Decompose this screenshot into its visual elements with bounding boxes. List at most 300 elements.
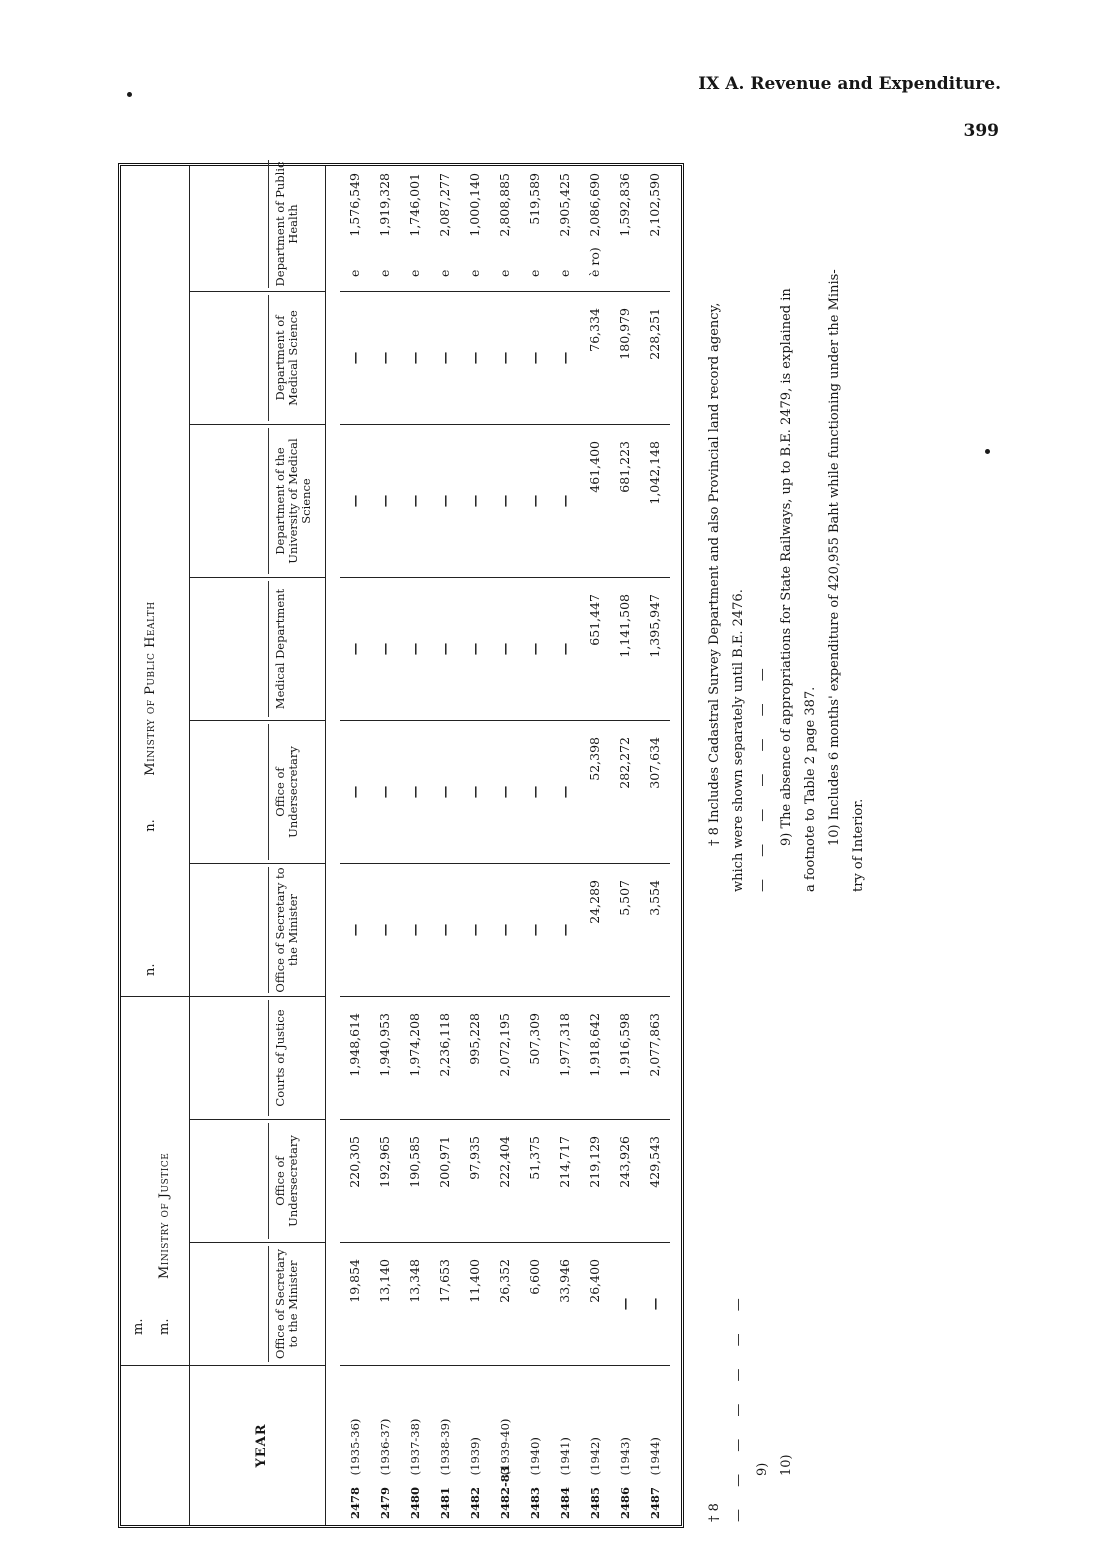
table-cell xyxy=(610,996,640,1119)
cell-value: — xyxy=(347,785,362,799)
footnotes-english xyxy=(704,172,872,892)
footnote-marker: 9) xyxy=(779,832,794,846)
table-cell xyxy=(490,863,520,996)
cell-value: 2,808,885 xyxy=(497,173,512,237)
table-cell xyxy=(460,1119,490,1242)
gregorian-year: (1940) xyxy=(528,1437,542,1476)
cell-value: — xyxy=(377,642,392,656)
table-cell xyxy=(490,424,520,577)
cell-value: 681,223 xyxy=(617,441,632,493)
column-header xyxy=(190,577,325,720)
table-cell xyxy=(550,577,580,720)
table-cell xyxy=(580,720,610,863)
table-cell xyxy=(490,720,520,863)
table-row xyxy=(400,166,430,1525)
table-cell xyxy=(610,863,640,996)
table-cell xyxy=(430,424,460,577)
cell-value: 1,948,614 xyxy=(347,1013,362,1077)
buddhist-era-year: 2486 xyxy=(618,1486,632,1519)
gregorian-year: (1939) xyxy=(468,1437,482,1476)
table-row xyxy=(610,166,640,1525)
cell-value: 1,000,140 xyxy=(467,173,482,237)
table-cell xyxy=(370,291,400,424)
footnote-divider: — — — — — — — xyxy=(755,659,770,892)
cell-value: — xyxy=(467,785,482,799)
footnote-text: Includes 6 months' expenditure of 420,955 Baht while functioning under the Minis- xyxy=(827,269,842,821)
table-cell xyxy=(520,863,550,996)
cell-value: 307,634 xyxy=(647,737,662,789)
footnote-mark: e xyxy=(437,269,452,277)
cell-value: 2,086,690 xyxy=(587,173,602,237)
table-cell xyxy=(430,1119,460,1242)
table-cell xyxy=(370,424,400,577)
buddhist-era-year: 2483 xyxy=(528,1486,542,1519)
cell-value: 228,251 xyxy=(647,308,662,360)
cell-value: 282,272 xyxy=(617,737,632,789)
buddhist-era-year: 2479 xyxy=(378,1486,392,1519)
table-cell xyxy=(460,996,490,1119)
cell-value: — xyxy=(497,785,512,799)
footnotes xyxy=(704,163,866,1528)
year-cell xyxy=(640,1365,670,1525)
table-cell xyxy=(520,996,550,1119)
table-cell xyxy=(460,577,490,720)
cell-value: 2,905,425 xyxy=(557,173,572,237)
table-row xyxy=(640,166,670,1525)
footnote-marker: † 8 xyxy=(707,827,722,846)
cell-value: 13,348 xyxy=(407,1259,422,1303)
column-header xyxy=(190,863,325,996)
footnote-mark: e xyxy=(497,269,512,277)
column-header-english: Department of Public Health xyxy=(268,160,300,288)
table-cell xyxy=(430,863,460,996)
footnote-mark: e xyxy=(557,269,572,277)
year-cell xyxy=(610,1365,640,1525)
footnote-divider: — — — — — — — xyxy=(731,1289,746,1522)
cell-value: — xyxy=(467,642,482,656)
cell-value: 26,400 xyxy=(587,1259,602,1303)
cell-value: — xyxy=(527,785,542,799)
gregorian-year: (1937-38) xyxy=(408,1418,422,1476)
cell-value: 2,077,863 xyxy=(647,1013,662,1077)
margin-dot-left xyxy=(127,92,132,97)
footnote-mark: è ro) xyxy=(587,247,602,277)
cell-value: — xyxy=(437,351,452,365)
table-cell xyxy=(460,424,490,577)
table-cell xyxy=(640,291,670,424)
cell-value: — xyxy=(467,494,482,508)
footnote-marker: 10) xyxy=(779,1454,794,1476)
footnote-mark: e xyxy=(407,269,422,277)
table-cell xyxy=(340,996,370,1119)
cell-value: 222,404 xyxy=(497,1136,512,1188)
table-cell xyxy=(610,720,640,863)
cell-value: 519,589 xyxy=(527,173,542,225)
footnote-continuation: which were shown separately until B.E. 2476. xyxy=(731,589,746,892)
table-cell xyxy=(580,996,610,1119)
table-cell xyxy=(610,291,640,424)
table-cell xyxy=(430,720,460,863)
column-header xyxy=(190,720,325,863)
table-row xyxy=(580,166,610,1525)
table-cell xyxy=(400,291,430,424)
table-cell xyxy=(640,996,670,1119)
table-cell xyxy=(460,1242,490,1365)
table-cell xyxy=(580,577,610,720)
table-cell xyxy=(490,577,520,720)
table-body xyxy=(340,166,670,1525)
cell-value: — xyxy=(347,923,362,937)
margin-dot-right xyxy=(985,449,990,454)
table-cell xyxy=(580,291,610,424)
table-cell xyxy=(550,157,580,291)
table-cell xyxy=(550,863,580,996)
column-header-english: Department of Medical Science xyxy=(268,295,300,421)
buddhist-era-year: 2485 xyxy=(588,1486,602,1519)
cell-value: 1,940,953 xyxy=(377,1013,392,1077)
table-cell xyxy=(580,863,610,996)
table-row xyxy=(340,166,370,1525)
gregorian-year: (1941) xyxy=(558,1437,572,1476)
table-cell xyxy=(430,1242,460,1365)
cell-value: — xyxy=(377,351,392,365)
cell-value: 2,102,590 xyxy=(647,173,662,237)
table-cell xyxy=(460,863,490,996)
column-header xyxy=(190,291,325,424)
buddhist-era-year: 2482-83 xyxy=(498,1466,512,1519)
cell-value: — xyxy=(497,351,512,365)
column-header xyxy=(190,424,325,577)
table-row xyxy=(460,166,490,1525)
column-header-row xyxy=(190,161,326,1525)
table-cell xyxy=(400,157,430,291)
cell-value: 13,140 xyxy=(377,1259,392,1303)
table-cell xyxy=(400,577,430,720)
table-cell xyxy=(520,720,550,863)
cell-value: 1,042,148 xyxy=(647,441,662,505)
cell-value: 461,400 xyxy=(587,441,602,493)
column-header-english: Medical Department xyxy=(268,581,287,717)
column-header-english: Department of the University of Medical Science xyxy=(268,428,313,574)
table-cell xyxy=(610,1242,640,1365)
cell-value: 1,918,642 xyxy=(587,1013,602,1077)
table-row xyxy=(520,166,550,1525)
buddhist-era-year: 2478 xyxy=(348,1486,362,1519)
table-cell xyxy=(370,577,400,720)
cell-value: 507,309 xyxy=(527,1013,542,1065)
cell-value: — xyxy=(347,494,362,508)
year-cell xyxy=(550,1365,580,1525)
table-cell xyxy=(430,577,460,720)
column-header-english: Office of Secretary to the Minister xyxy=(268,867,300,993)
ministry-health-letter-2: n. xyxy=(143,819,158,832)
table-cell xyxy=(490,291,520,424)
buddhist-era-year: 2480 xyxy=(408,1486,422,1519)
cell-value: 1,919,328 xyxy=(377,173,392,237)
year-cell xyxy=(580,1365,610,1525)
cell-value: 76,334 xyxy=(587,308,602,352)
column-header-english: Office of Undersecretary xyxy=(268,1123,300,1239)
cell-value: — xyxy=(407,785,422,799)
table-cell xyxy=(370,863,400,996)
table-cell xyxy=(640,577,670,720)
cell-value: — xyxy=(407,642,422,656)
cell-value: — xyxy=(527,923,542,937)
year-cell xyxy=(520,1365,550,1525)
table-cell xyxy=(580,424,610,577)
cell-value: 5,507 xyxy=(617,880,632,916)
table-cell xyxy=(490,157,520,291)
cell-value: 180,979 xyxy=(617,308,632,360)
cell-value: 1,576,549 xyxy=(347,173,362,237)
cell-value: — xyxy=(377,785,392,799)
table-cell xyxy=(640,863,670,996)
table-cell xyxy=(370,996,400,1119)
table-cell xyxy=(640,720,670,863)
cell-value: 1,746,001 xyxy=(407,173,422,237)
table-row xyxy=(550,166,580,1525)
table-cell xyxy=(400,1119,430,1242)
cell-value: — xyxy=(557,642,572,656)
footnote-mark: e xyxy=(347,269,362,277)
table-cell xyxy=(430,157,460,291)
cell-value: — xyxy=(377,923,392,937)
cell-value: 2,236,118 xyxy=(437,1013,452,1077)
ministry-health-header xyxy=(121,157,189,996)
ministry-header-row xyxy=(121,166,190,1525)
table-cell xyxy=(340,1119,370,1242)
buddhist-era-year: 2482 xyxy=(468,1486,482,1519)
year-cell xyxy=(340,1365,370,1525)
ministry-justice-letter: m. xyxy=(131,1318,146,1335)
gregorian-year: (1944) xyxy=(648,1437,662,1476)
cell-value: — xyxy=(407,923,422,937)
cell-value: 651,447 xyxy=(587,594,602,646)
ministry-health-english: Ministry of Public Health xyxy=(143,601,158,776)
table-cell xyxy=(550,996,580,1119)
table-cell xyxy=(550,1242,580,1365)
gregorian-year: (1935-36) xyxy=(348,1418,362,1476)
buddhist-era-year: 2484 xyxy=(558,1486,572,1519)
column-header xyxy=(190,1119,325,1242)
cell-value: 243,926 xyxy=(617,1136,632,1188)
table-cell xyxy=(400,863,430,996)
footnote-continuation: a footnote to Table 2 page 387. xyxy=(803,686,818,892)
cell-value: 26,352 xyxy=(497,1259,512,1303)
cell-value: 219,129 xyxy=(587,1136,602,1188)
footnote-marker: 9) xyxy=(755,1462,770,1476)
ministry-justice-letter-2: m. xyxy=(157,1318,172,1335)
table-cell xyxy=(610,1119,640,1242)
year-cell xyxy=(400,1365,430,1525)
cell-value: — xyxy=(407,351,422,365)
cell-value: — xyxy=(347,642,362,656)
gregorian-year: (1943) xyxy=(618,1437,632,1476)
cell-value: — xyxy=(407,494,422,508)
table-cell xyxy=(550,424,580,577)
table-cell xyxy=(640,1242,670,1365)
table-cell xyxy=(460,157,490,291)
cell-value: — xyxy=(557,785,572,799)
cell-value: 51,375 xyxy=(527,1136,542,1180)
table-cell xyxy=(400,1242,430,1365)
table-cell xyxy=(340,291,370,424)
cell-value: 11,400 xyxy=(467,1259,482,1303)
cell-value: 2,072,195 xyxy=(497,1013,512,1077)
gregorian-year: (1942) xyxy=(588,1437,602,1476)
year-cell xyxy=(460,1365,490,1525)
cell-value: 6,600 xyxy=(527,1259,542,1295)
cell-value: 33,946 xyxy=(557,1259,572,1303)
table-row xyxy=(430,166,460,1525)
year-header-english: YEAR xyxy=(254,1423,269,1468)
page-number: 399 xyxy=(963,121,999,141)
cell-value: 2,087,277 xyxy=(437,173,452,237)
table-cell xyxy=(580,1242,610,1365)
table-cell xyxy=(460,720,490,863)
buddhist-era-year: 2481 xyxy=(438,1486,452,1519)
cell-value: 1,592,836 xyxy=(617,173,632,237)
table-cell xyxy=(610,577,640,720)
ministry-health-letter: n. xyxy=(143,963,158,976)
ministry-header-spacer xyxy=(121,1365,189,1525)
table-cell xyxy=(610,157,640,291)
cell-value: — xyxy=(557,923,572,937)
table-cell xyxy=(610,424,640,577)
cell-value: — xyxy=(437,923,452,937)
footnote-text: Includes Cadastral Survey Department and also Provincial land record agency, xyxy=(707,302,722,823)
year-header xyxy=(190,1365,325,1525)
footnote-marker: 10) xyxy=(827,824,842,846)
cell-value: — xyxy=(437,642,452,656)
column-header-english: Courts of Justice xyxy=(268,1000,287,1116)
cell-value: 220,305 xyxy=(347,1136,362,1188)
cell-value: — xyxy=(377,494,392,508)
table-cell xyxy=(520,424,550,577)
cell-value: — xyxy=(467,923,482,937)
cell-value: — xyxy=(437,494,452,508)
cell-value: — xyxy=(647,1297,662,1311)
table-cell xyxy=(340,720,370,863)
cell-value: — xyxy=(527,642,542,656)
cell-value: 200,971 xyxy=(437,1136,452,1188)
rotated-table-block xyxy=(118,161,866,1528)
cell-value: 995,228 xyxy=(467,1013,482,1065)
cell-value: 1,395,947 xyxy=(647,594,662,658)
column-header-english: Office of Secretary to the Minister xyxy=(268,1246,300,1362)
table-cell xyxy=(640,1119,670,1242)
cell-value: 214,717 xyxy=(557,1136,572,1188)
table-cell xyxy=(520,1242,550,1365)
ministry-justice-header xyxy=(121,996,189,1365)
cell-value: — xyxy=(557,494,572,508)
table-cell xyxy=(490,996,520,1119)
table-cell xyxy=(370,1119,400,1242)
footnote-mark: e xyxy=(377,269,392,277)
table-cell xyxy=(400,424,430,577)
cell-value: — xyxy=(557,351,572,365)
table-row xyxy=(490,166,520,1525)
table-cell xyxy=(490,1242,520,1365)
table-cell xyxy=(370,157,400,291)
cell-value: — xyxy=(497,923,512,937)
table-cell xyxy=(520,577,550,720)
expenditure-table xyxy=(118,163,684,1528)
cell-value: 24,289 xyxy=(587,880,602,924)
cell-value: 1,141,508 xyxy=(617,594,632,658)
cell-value: 19,854 xyxy=(347,1259,362,1303)
table-cell xyxy=(460,291,490,424)
table-cell xyxy=(340,1242,370,1365)
table-cell xyxy=(430,996,460,1119)
table-cell xyxy=(340,424,370,577)
cell-value: — xyxy=(437,785,452,799)
table-cell xyxy=(640,157,670,291)
table-cell xyxy=(370,1242,400,1365)
cell-value: 17,653 xyxy=(437,1259,452,1303)
cell-value: 1,916,598 xyxy=(617,1013,632,1077)
column-header xyxy=(190,157,325,291)
table-cell xyxy=(550,1119,580,1242)
cell-value: 97,935 xyxy=(467,1136,482,1180)
table-cell xyxy=(340,863,370,996)
table-row xyxy=(370,166,400,1525)
table-cell xyxy=(340,577,370,720)
gregorian-year: (1938-39) xyxy=(438,1418,452,1476)
column-header xyxy=(190,1242,325,1365)
footnote-marker: † 8 xyxy=(707,1503,722,1522)
cell-value: — xyxy=(527,351,542,365)
running-head: IX A. Revenue and Expenditure. xyxy=(698,74,1001,94)
year-cell xyxy=(430,1365,460,1525)
table-cell xyxy=(340,157,370,291)
cell-value: — xyxy=(347,351,362,365)
cell-value: 192,965 xyxy=(377,1136,392,1188)
cell-value: — xyxy=(497,642,512,656)
table-cell xyxy=(520,291,550,424)
footnotes-thai xyxy=(704,922,800,1522)
table-cell xyxy=(520,1119,550,1242)
gregorian-year: (1939-40) xyxy=(498,1418,512,1476)
cell-value: 52,398 xyxy=(587,737,602,781)
cell-value: 3,554 xyxy=(647,880,662,916)
table-cell xyxy=(580,1119,610,1242)
table-cell xyxy=(400,996,430,1119)
table-cell xyxy=(550,291,580,424)
table-cell xyxy=(550,720,580,863)
cell-value: 1,977,318 xyxy=(557,1013,572,1077)
footnote-continuation: try of Interior. xyxy=(851,798,866,892)
footnote-mark: e xyxy=(467,269,482,277)
cell-value: 1,974,208 xyxy=(407,1013,422,1077)
ministry-justice-english: Ministry of Justice xyxy=(157,1152,172,1279)
buddhist-era-year: 2487 xyxy=(648,1486,662,1519)
column-header xyxy=(190,996,325,1119)
cell-value: — xyxy=(497,494,512,508)
year-cell xyxy=(370,1365,400,1525)
cell-value: — xyxy=(467,351,482,365)
table-cell xyxy=(490,1119,520,1242)
table-cell xyxy=(580,157,610,291)
table-cell xyxy=(400,720,430,863)
table-cell xyxy=(430,291,460,424)
year-cell xyxy=(490,1365,520,1525)
footnote-text: The absence of appropriations for State Railways, up to B.E. 2479, is explained in xyxy=(779,288,794,829)
cell-value: 429,543 xyxy=(647,1136,662,1188)
cell-value: — xyxy=(617,1297,632,1311)
table-cell xyxy=(640,424,670,577)
column-header-english: Office of Undersecretary xyxy=(268,724,300,860)
